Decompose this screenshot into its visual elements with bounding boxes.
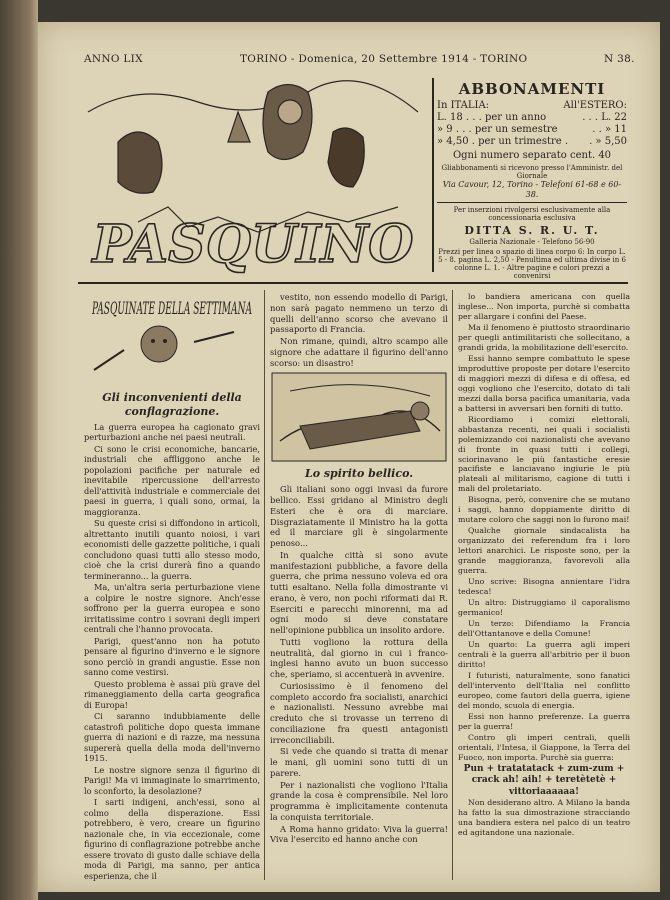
- abbonamenti-note: Gliabbonamenti si ricevono presso l'Amministr. del Giornale: [441, 164, 623, 181]
- inserzioni-note: Per inserzioni rivolgersi esclusivamente alla concessionaria esclusiva: [453, 206, 611, 223]
- paragraph: I futuristi, naturalmente, sono fanatici dell'intervento dell'Italia nel conflitto europeo, come fautori della guerra, igiene del mondo, scuola di energia.: [458, 670, 630, 710]
- paragraph: Non rimane, quindi, altro scampo alle signore che adattare il figurino dell'anno scorso: un disastro!: [270, 336, 448, 368]
- price-it: » 4,50 . per un trimestre .: [437, 136, 569, 147]
- italia-label: In ITALIA:: [437, 100, 490, 111]
- paragraph: Ma il fenomeno è piuttosto straordinario per quegli antimilitaristi che sollecitano, a grandi grida, la mobilitazione dell'esercito.: [458, 322, 630, 352]
- futurist-shout: Pun + tratatatack + zum-zum + crack ah! aih! + teretètetè + vittoriaaaaaa!: [463, 763, 625, 797]
- paragraph: vestito, non essendo modello di Parigi, non sarà pagato nemmeno un terzo di quelli dell'anno scorso che avevano il passaporto di Francia.: [270, 292, 448, 335]
- column-2: [270, 292, 448, 846]
- article-title: Lo spirito bellico.: [304, 467, 414, 481]
- header-dateline: TORINO - Domenica, 20 Settembre 1914 - TORINO: [240, 53, 528, 65]
- book-binding: [0, 0, 38, 900]
- divider: [437, 202, 627, 203]
- prezzi-note: Prezzi per linea o spazio di linea corpo 6: In corpo L. 5 - 8. pagina L. 2,50 - Penultima ed ultima divise in 6 colonne L. 1. - Altre pagine e colori prezzi a convenirsi: [438, 247, 626, 280]
- paragraph: Parigi, quest'anno non ha potuto pensare al figurino d'inverno e le signore sono perciò in grandi angustie. Esse non sanno come vestirsi.: [84, 635, 260, 678]
- price-row: [437, 112, 627, 124]
- price-it: L. 18 . . . per un anno: [437, 112, 547, 123]
- paragraph: Questo problema è assai più grave del rimaneggiamento della carta geografica di Europa!: [84, 678, 260, 710]
- price-est: . » 5,50: [589, 136, 627, 147]
- numero-separato: Ogni numero separato cent. 40: [452, 150, 612, 161]
- paragraph: lo bandiera americana con quella inglese... Non importa, purchè si combatta per allargare i confini del Paese.: [458, 292, 630, 321]
- price-row: [437, 136, 627, 148]
- pasquinate-illustration: [84, 292, 260, 384]
- paragraph: In qualche città si sono avute manifestazioni pubbliche, a favore della guerra, che prima nessuno voleva ed ora tutti esaltano. Nella folla dimostrante vi erano, è vero, non pochi riformati dai R. Eserciti e parecchi minorenni, ma ad ogni modo si deve constatare nell'opinione pubblica un insolito ardore.: [270, 549, 448, 636]
- paragraph: Non desiderano altro. A Milano la banda ha fatto la sua dimostrazione stracciando una bandiera estera nel palco di un teatro ed agitandone una nazionale.: [458, 798, 630, 838]
- price-est: . . . L. 22: [582, 112, 627, 123]
- ditta-name: DITTA S. R. U. T.: [464, 224, 600, 238]
- paragraph: Ricordiamo i comizi elettorali, abbastanza recenti, nei quali i socialisti polemizzando coi nazionalisti che avevano di fronte in quasi tutti i collegi, sciorinavano le più fantastiche eresie pacifiste e lanciavano ingiurie le più plateali al militarismo, cagione di tutti i mali del proletariato.: [458, 414, 630, 494]
- paragraph: Per i nazionalisti che vogliono l'Italia grande la cosa è comprensibile. Nel loro programma è implicitamente contenuta la conquista territoriale.: [270, 779, 448, 822]
- price-est: . . » 11: [592, 124, 627, 135]
- paragraph: Un terzo: Difendiamo la Francia dell'Ottantanove e della Comune!: [458, 619, 630, 638]
- masthead-divider: [432, 78, 434, 272]
- paragraph: La guerra europea ha cagionato gravi perturbazioni anche nei paesi neutrali.: [84, 421, 260, 443]
- paragraph: Bisogna, però, convenire che se mutano i saggi, hanno doppiamente diritto di mutare coloro che saggi non lo furono mai!: [458, 495, 630, 525]
- paragraph: Curiosissimo è il fenomeno del completo accordo fra socialisti, anarchici e nazionalisti. Nessuno avrebbe mai creduto che si trovasse un terreno di conciliazione fra questi antagonisti irreconciliabili.: [270, 680, 448, 745]
- paragraph: Su queste crisi si diffondono in articoli, altrettanto inutili quanto noiosi, i vari economisti delle gazzette politiche, i quali concludono quasi tutti allo stesso modo, cioè che la crisi durerà fino a quando termineranno... la guerra.: [84, 518, 260, 581]
- paragraph: Tutti vogliono la rottura della neutralità, dal giorno in cui i franco-inglesi hanno avuto un buon successo che, speriamo, si accentuerà in avvenire.: [270, 636, 448, 680]
- masthead-title: PASQUINO: [92, 214, 414, 275]
- paragraph: Qualche giornale sindacalista ha organizzato dei referendum fra i loro lettori anarchici. Le risposte sono, per la grande maggioranza, favorevoli alla guerra.: [458, 526, 630, 576]
- column-rule: [264, 290, 265, 880]
- paragraph: Si vede che quando si tratta di menar le mani, gli uomini sono tutti di un parere.: [270, 746, 448, 778]
- paragraph: Un quarto: La guerra agli imperi centrali è la guerra all'arbitrio per il buon diritto!: [458, 639, 630, 669]
- pasquinate-label: PASQUINATE DELLA SETTIMANA: [91, 299, 252, 319]
- header-anno: ANNO LIX: [84, 53, 143, 65]
- galleria-note: Galleria Nazionale - Telefono 56-90: [469, 237, 595, 246]
- masthead-bottom-rule: [78, 282, 628, 284]
- paragraph: Le nostre signore senza il figurino di Parigi! Ma vi immaginate lo smarrimento, lo sconforto, la desolazione?: [84, 764, 260, 796]
- masthead-illustration: [78, 72, 428, 277]
- estero-label: All'ESTERO:: [563, 100, 627, 111]
- paragraph: Contro gli imperi centrali, quelli orientali, l'Intesa, il Giappone, la Terra del Fuoco, non importa. Purchè sia guerra:: [458, 732, 630, 762]
- paragraph: Ci saranno indubbiamente delle catastrofi politiche dopo questa immane guerra di nazioni e di razze, ma nessuna supererà quella della moda dell'inverno 1915.: [84, 711, 260, 764]
- header-numero: N 38.: [604, 53, 635, 65]
- abbonamenti-title: ABBONAMENTI: [458, 80, 606, 98]
- price-row: [437, 124, 627, 136]
- abbonamenti-labels: [437, 100, 627, 112]
- column-rule: [452, 290, 453, 880]
- paragraph: Essi non hanno preferenze. La guerra per la guerra!: [458, 711, 630, 731]
- paragraph: Essi hanno sempre combattuto le spese improduttive proposte per dotare l'esercito di maggiori mezzi di difesa e di offesa, ed oggi vogliono che l'esercito, dotato di tali mezzi dalla borsa pacifica umanitaria, vada a battersi in avversari ben forniti di tutto.: [458, 353, 630, 413]
- column-1: [84, 292, 260, 882]
- price-it: » 9 . . . per un semestre: [437, 124, 558, 135]
- paragraph: Un altro: Distruggiamo il caporalismo germanico!: [458, 598, 630, 618]
- paragraph: A Roma hanno gridato: Viva la guerra! Viva l'esercito ed hanno anche con: [270, 823, 448, 845]
- column-3: [458, 292, 630, 839]
- paragraph: Ci sono le crisi economiche, bancarie, industriali che affliggono anche le popolazioni pacifiche per naturale ed inevitabile ripercussione dell'arresto dell'attività industriale e commerciale dei paesi in guerra, i quali sono, ormai, la maggioranza.: [84, 443, 260, 517]
- abbonamenti-address: Via Cavour, 12, Torino - Telefoni 61-68 e 60-38.: [442, 180, 622, 199]
- article-title: Gli inconvenienti della conflagrazione.: [102, 390, 242, 418]
- paragraph: I sarti indigeni, anch'essi, sono al colmo della disperazione. Essi potrebbero, è vero, creare un figurino nazionale che, in via eccezionale, come figurino di conflagrazione potrebbe anche essere trovato di gusto dalle schiave della moda di Parigi, ma sanno, per antica esperienza, che il: [84, 797, 260, 881]
- paragraph: Ma, un'altra seria perturbazione viene a colpire le nostre signore. Anch'esse soffrono per la guerra europea e sono irritatissime contro i sovrani degli imperi centrali che l'hanno provocata.: [84, 582, 260, 635]
- abbonamenti-box: [437, 80, 627, 280]
- paragraph: Gli italiani sono oggi invasi da furore bellico. Essi gridano al Ministro degli Esteri che è ora di marciare. Disgraziatamente il Ministro ha la gotta ed il marciare gli è singolarmente penoso...: [270, 484, 448, 549]
- spirito-bellico-illustration: [270, 371, 448, 463]
- paragraph: Uno scrive: Bisogna annientare l'idra tedesca!: [458, 577, 630, 597]
